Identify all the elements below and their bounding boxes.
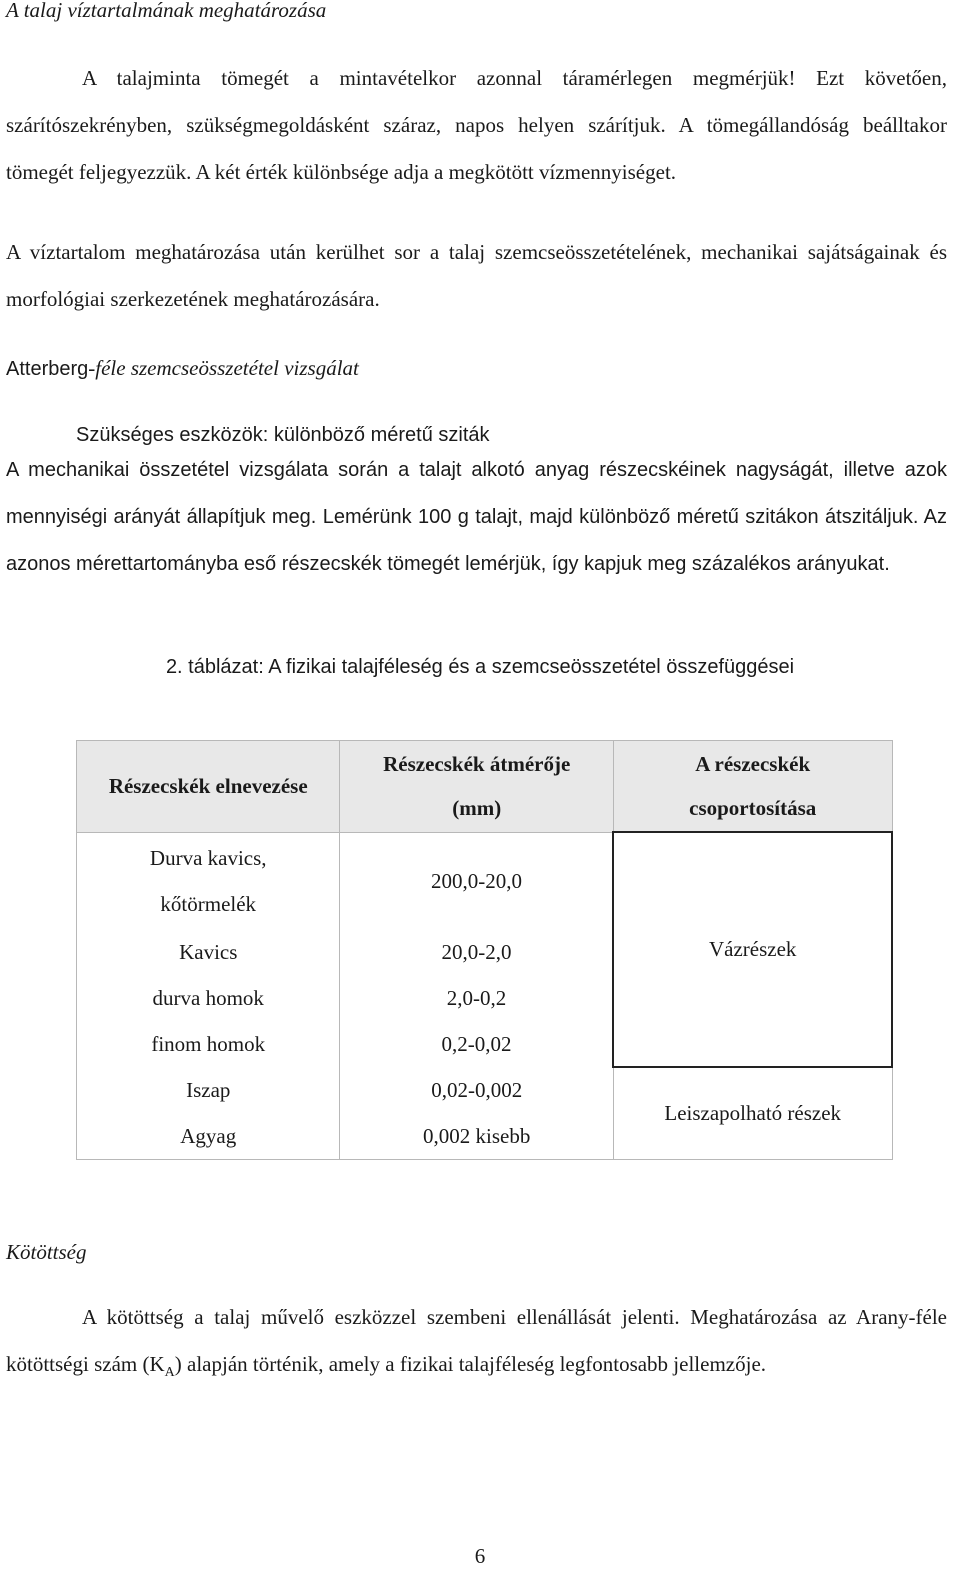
paragraph-water-content-method: A talajminta tömegét a mintavételkor azonnal táramérlegen megmérjük! Ezt követően, szárítószekrényben, szükségmegoldásként száraz, napos helyen szárítjuk. A tömegállandóság beálltakor tömegét feljegyezzük. A két érték különbsége adja a megkötött vízmennyiséget.	[6, 66, 947, 184]
cell-particle-name	[77, 832, 340, 929]
cell-particle-name: Agyag	[77, 1113, 340, 1160]
section-title-cohesion: Kötöttség	[6, 1240, 87, 1264]
cell-particle-name: Kavics	[77, 929, 340, 975]
paragraph-cohesion	[6, 1294, 947, 1396]
header-group-line1: A részecskék	[695, 752, 811, 776]
group-skeleton-cell: Vázrészek	[613, 832, 892, 1067]
cell-particle-diameter: 20,0-2,0	[340, 929, 613, 975]
table-row	[77, 832, 893, 929]
tools-line: Szükséges eszközök: különböző méretű sziták	[76, 424, 490, 446]
cohesion-text-part1: A kötöttség a talaj művelő eszközzel szembeni ellenállását jelenti. Meghatározása az Arany-féle kötöttségi szám (K	[6, 1305, 947, 1376]
cell-particle-diameter: 200,0-20,0	[340, 832, 613, 929]
group-washable-cell: Leiszapolható részek	[613, 1067, 892, 1160]
cell-particle-name: durva homok	[77, 975, 340, 1021]
cell-particle-name: finom homok	[77, 1021, 340, 1067]
page-number: 6	[474, 1544, 486, 1568]
cell-particle-diameter: 0,02-0,002	[340, 1067, 613, 1113]
header-particle-group	[613, 741, 892, 833]
title-atterberg-name: Atterberg	[6, 358, 89, 380]
section-title-water-content: A talaj víztartalmának meghatározása	[6, 0, 327, 22]
table-caption: 2. táblázat: A fizikai talajféleség és a szemcseösszetétel összefüggései	[165, 656, 795, 678]
cell-particle-diameter: 0,2-0,02	[340, 1021, 613, 1067]
table-header-row	[77, 741, 893, 833]
paragraph-mechanical-composition	[6, 431, 947, 588]
paragraph-water-content-next: A víztartalom meghatározása után kerülhet sor a talaj szemcseösszetételének, mechanikai sajátságainak és morfológiai szerkezetének meghatározására.	[6, 240, 947, 311]
soil-particle-table	[76, 740, 893, 1160]
cell-name-line1: Durva kavics,	[149, 845, 267, 870]
table-row	[77, 1067, 893, 1113]
header-particle-name: Részecskék elnevezése	[77, 741, 340, 833]
cell-particle-diameter: 0,002 kisebb	[340, 1113, 613, 1160]
title-atterberg-rest: -féle szemcseösszetétel vizsgálat	[88, 356, 359, 380]
cohesion-text-part2: ) alapján történik, amely a fizikai talajféleség legfontosabb jellemzője.	[174, 1352, 767, 1376]
cohesion-subscript: A	[164, 1365, 175, 1381]
cell-particle-name: Iszap	[77, 1067, 340, 1113]
header-diameter-line1: Részecskék átmérője	[383, 752, 571, 777]
header-group-line2: csoportosítása	[689, 796, 817, 820]
cell-particle-diameter: 2,0-0,2	[340, 975, 613, 1021]
cell-name-line2: kőtörmelék	[160, 891, 257, 916]
paragraph-mechanical-text: A mechanikai összetétel vizsgálata során a talajt alkotó anyag részecskéinek nagyságát, illetve azok mennyiségi arányát állapítjuk meg. Lemérünk 100 g talajt, majd különböző méretű szitákon átszitáljuk. Az azonos mérettartományba eső részecskék tömegét lemérjük, így kapjuk meg százalékos arányukat.	[6, 459, 947, 575]
section-title-atterberg	[6, 356, 359, 381]
header-particle-diameter	[340, 741, 613, 833]
header-diameter-line2: (mm)	[452, 796, 502, 821]
